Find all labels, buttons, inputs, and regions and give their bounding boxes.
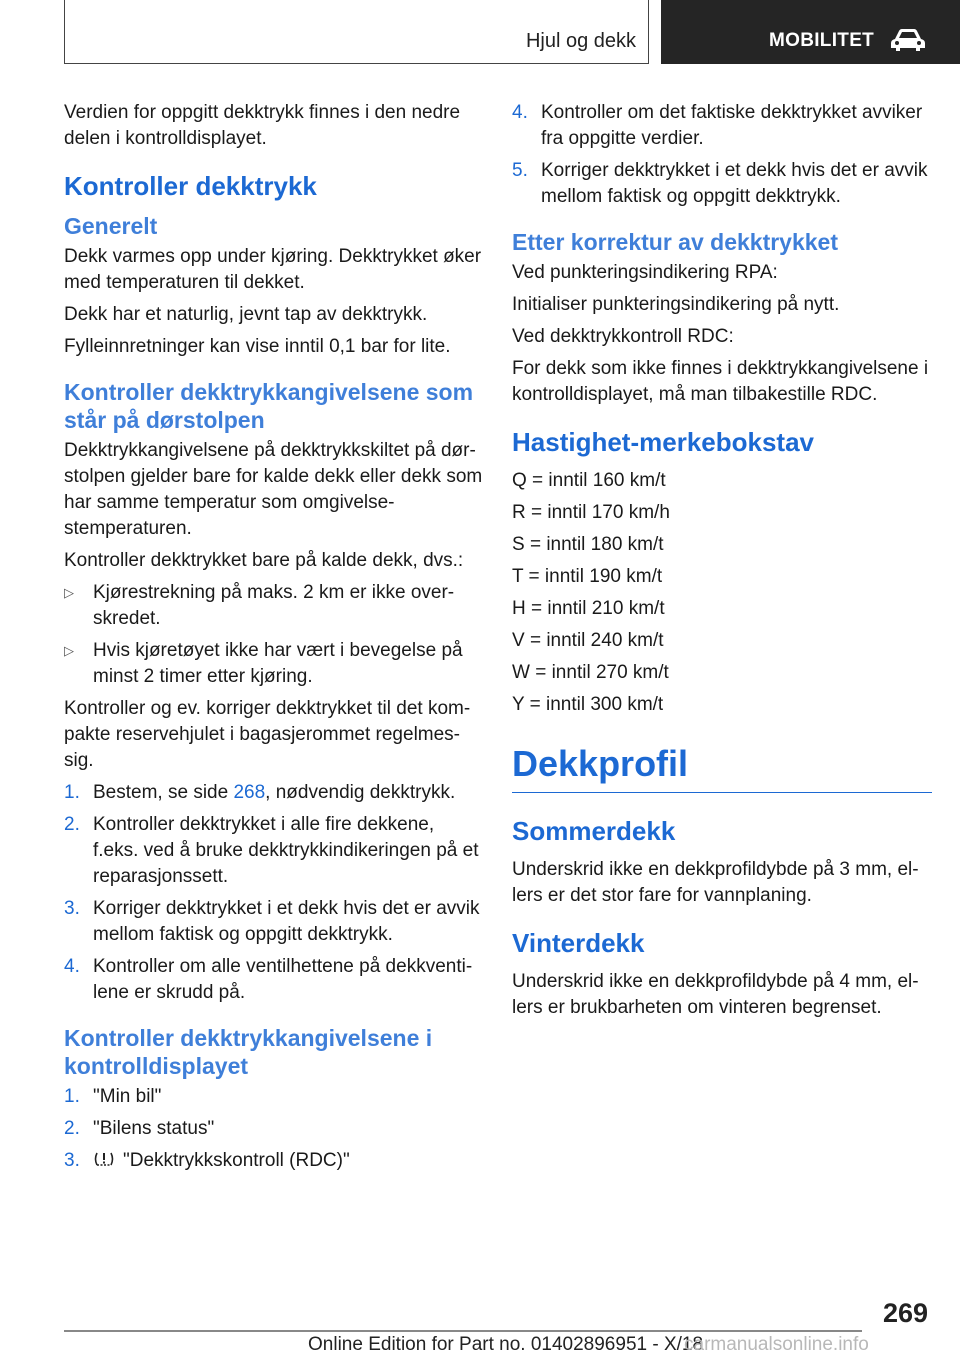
- speed-line: W = inntil 270 km/t: [512, 662, 669, 683]
- speed-line: R = inntil 170 km/h: [512, 502, 670, 523]
- list-item: 5. Korriger dekktrykket i et dekk hvis det er avvik mellom faktisk og oppgitt dekktrykk.: [512, 160, 928, 207]
- list-item: 3. "Dekktrykkskontroll (RDC)": [64, 1150, 350, 1171]
- car-icon: [889, 27, 927, 53]
- page-link[interactable]: 268: [233, 782, 266, 803]
- list-item: 4. Kontroller om det faktiske dekktrykket avviker fra oppgitte verdier.: [512, 102, 923, 149]
- paragraph: Dekktrykkangivelsene på dekktrykkskiltet på dør-stolpen gjelder bare for kalde dekk eller dekk som har samme temperatur som omgivelse-stemperaturen.: [64, 440, 483, 539]
- list-item: 2. "Bilens status": [64, 1118, 215, 1139]
- paragraph: Ved punkteringsindikering RPA:: [512, 262, 778, 283]
- list-item: ▷ Hvis kjøretøyet ikke har vært i bevegelse på minst 2 timer etter kjøring.: [64, 640, 463, 687]
- speed-line: H = inntil 210 km/t: [512, 598, 665, 619]
- heading-sommerdekk: Sommerdekk: [512, 816, 676, 846]
- heading-hastighet: Hastighet-merkebokstav: [512, 427, 814, 457]
- steps-list-continued: [512, 100, 932, 210]
- header-section-box: [661, 0, 960, 64]
- display-steps-list: [64, 1084, 484, 1174]
- heading-dorstolpe: Kontroller dekktrykkangivelsene som står på dørstolpen: [64, 379, 474, 433]
- edition-text: Online Edition for Part no. 01402896951 - X/18: [308, 1334, 704, 1355]
- footer-divider: [64, 1330, 862, 1332]
- paragraph: For dekk som ikke finnes i dekktrykkangivelsene i kontrolldisplayet, må man tilbakestille RDC.: [512, 358, 929, 405]
- list-item: 1. Bestem, se side 268, nødvendig dekktrykk.: [64, 782, 456, 803]
- page-number: 269: [882, 1298, 928, 1328]
- paragraph: Dekk varmes opp under kjøring. Dekktrykket øker med temperaturen til dekket.: [64, 246, 482, 293]
- speed-line: T = inntil 190 km/t: [512, 566, 663, 587]
- speed-line: V = inntil 240 km/t: [512, 630, 664, 651]
- list-item: 1. "Min bil": [64, 1086, 162, 1107]
- heading-kontroller-dekktrykk: Kontroller dekktrykk: [64, 171, 317, 201]
- list-item: 2. Kontroller dekktrykket i alle fire dekkene, f.eks. ved å bruke dekktrykkindikeringen på et reparasjonssett.: [64, 814, 479, 887]
- section-title: MOBILITET: [769, 30, 875, 51]
- speed-line: Q = inntil 160 km/t: [512, 470, 666, 491]
- speed-line: Y = inntil 300 km/t: [512, 694, 664, 715]
- speed-line: S = inntil 180 km/t: [512, 534, 664, 555]
- list-item: ▷ Kjørestrekning på maks. 2 km er ikke over-skredet.: [64, 582, 455, 629]
- paragraph: Fylleinnretninger kan vise inntil 0,1 bar for lite.: [64, 336, 451, 357]
- right-column: [512, 100, 932, 1027]
- paragraph: Underskrid ikke en dekkprofildybde på 4 mm, el-lers er brukbarheten om vinteren begrenset.: [512, 971, 919, 1018]
- heading-dekkprofil: Dekkprofil: [512, 742, 932, 793]
- header-chapter-box: [64, 0, 649, 64]
- heading-kontrolldisplay: Kontroller dekktrykkangivelsene i kontrolldisplayet: [64, 1025, 433, 1079]
- paragraph: Kontroller dekktrykket bare på kalde dekk, dvs.:: [64, 550, 464, 571]
- list-item: 4. Kontroller om alle ventilhettene på dekkventi-lene er skrudd på.: [64, 956, 473, 1003]
- left-column: [64, 100, 484, 1180]
- bullet-list: [64, 580, 484, 690]
- heading-etter-korrektur: Etter korrektur av dekktrykket: [512, 229, 838, 255]
- heading-vinterdekk: Vinterdekk: [512, 928, 645, 958]
- triangle-bullet-icon: ▷: [64, 585, 74, 600]
- chapter-title: Hjul og dekk: [525, 30, 636, 52]
- tire-pressure-warning-icon: [93, 1150, 115, 1168]
- intro-text: Verdien for oppgitt dekktrykk finnes i den nedre delen i kontrolldisplayet.: [64, 102, 461, 149]
- paragraph: Initialiser punkteringsindikering på nytt.: [512, 294, 840, 315]
- triangle-bullet-icon: ▷: [64, 643, 74, 658]
- list-item: 3. Korriger dekktrykket i et dekk hvis det er avvik mellom faktisk og oppgitt dekktrykk.: [64, 898, 480, 945]
- paragraph: Dekk har et naturlig, jevnt tap av dekktrykk.: [64, 304, 428, 325]
- heading-generelt: Generelt: [64, 213, 158, 239]
- paragraph: Underskrid ikke en dekkprofildybde på 3 mm, el-lers er det stor fare for vannplaning.: [512, 859, 919, 906]
- paragraph: Ved dekktrykkontroll RDC:: [512, 326, 734, 347]
- steps-list: [64, 780, 484, 1006]
- watermark: carmanualsonline.info: [684, 1334, 869, 1355]
- paragraph: Kontroller og ev. korriger dekktrykket til det kom-pakte reservehjulet i bagasjerommet regelmes-sig.: [64, 698, 471, 771]
